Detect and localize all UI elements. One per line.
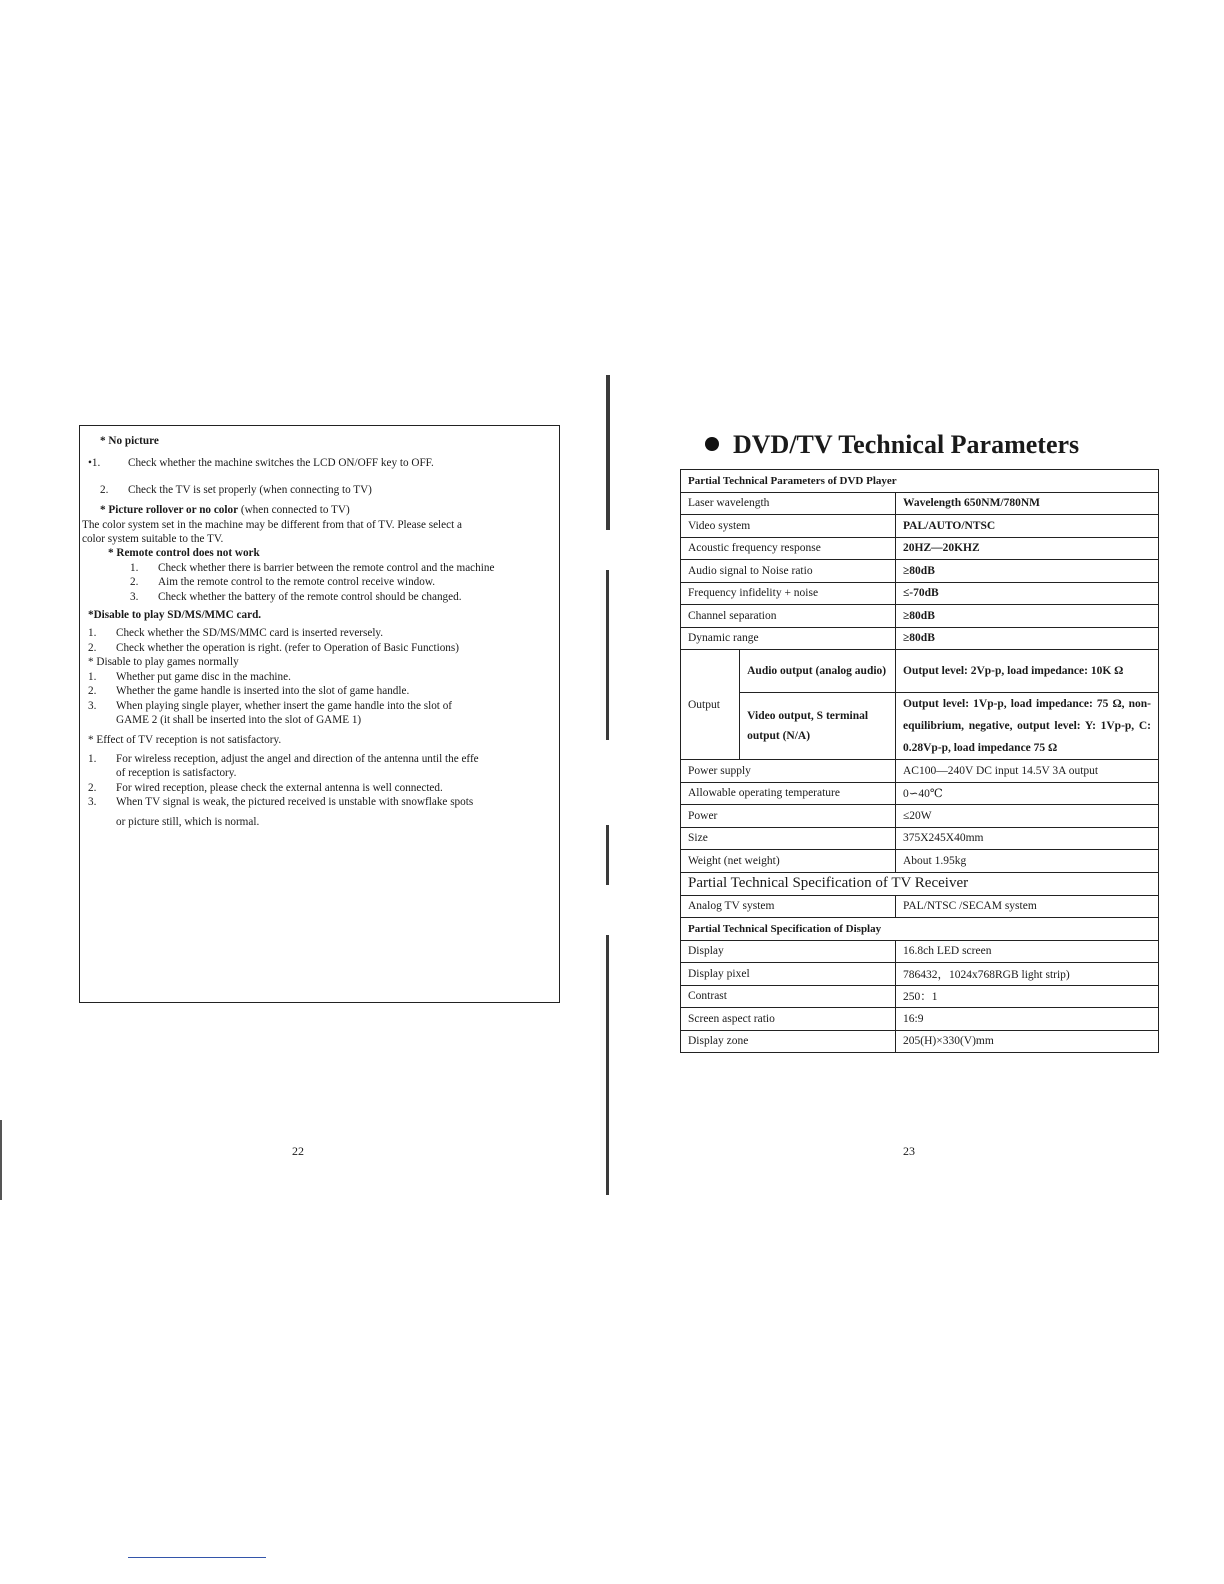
footnote-rule — [128, 1557, 266, 1558]
list-item: 1. Check whether the SD/MS/MMC card is inserted reversely. — [88, 627, 384, 640]
list-item: 2. Whether the game handle is inserted into the slot of game handle. — [88, 685, 410, 698]
spine-shadow-mid — [606, 570, 609, 740]
table-row — [681, 693, 1159, 760]
table-row: Frequency infidelity + noise ≤-70dB — [681, 582, 1159, 605]
table-row: Display pixel 786432，1024x768RGB light strip) — [681, 963, 1159, 986]
list-item: 2. Check the TV is set properly (when connecting to TV) — [100, 483, 372, 496]
table-row: Power ≤20W — [681, 805, 1159, 828]
table-row: Allowable operating temperature 0∽40℃ — [681, 782, 1159, 805]
page-number-right: 23 — [903, 1144, 915, 1158]
table-row: Display zone 205(H)×330(V)mm — [681, 1030, 1159, 1053]
audio-output-value: Output level: 2Vp-p, load impedance: 10K Ω — [896, 650, 1159, 693]
card-heading: *Disable to play SD/MS/MMC card. — [88, 609, 262, 622]
games-heading: * Disable to play games normally — [88, 656, 239, 669]
video-output-label: Video output, S terminal output (N/A) — [740, 693, 896, 760]
table-row: Video system PAL/AUTO/NTSC — [681, 515, 1159, 538]
page-number-left: 22 — [292, 1144, 304, 1158]
spine-shadow-lower — [606, 825, 609, 885]
table-row: Dynamic range ≥80dB — [681, 627, 1159, 650]
list-item: GAME 2 (it shall be inserted into the slot of GAME 1) — [116, 713, 362, 726]
list-item: 2. Aim the remote control to the remote control receive window. — [130, 576, 436, 589]
list-item: •1. Check whether the machine switches the LCD ON/OFF key to OFF. — [88, 457, 434, 470]
table-row: Contrast 250：1 — [681, 985, 1159, 1008]
rollover-paragraph-line-2: color system suitable to the TV. — [82, 533, 224, 546]
list-item: 3. When playing single player, whether insert the game handle into the slot of — [88, 699, 453, 712]
table-row: Power supply AC100—240V DC input 14.5V 3A output — [681, 760, 1159, 783]
list-item: or picture still, which is normal. — [116, 816, 260, 829]
bullet-icon — [705, 437, 719, 451]
list-item: 1. For wireless reception, adjust the angel and direction of the antenna until the effe — [88, 752, 479, 765]
page-edge-left — [0, 1120, 2, 1200]
table-row: Laser wavelength Wavelength 650NM/780NM — [681, 492, 1159, 515]
audio-output-label: Audio output (analog audio) — [740, 650, 896, 693]
no-picture-heading: * No picture — [100, 435, 159, 447]
table-row: Weight (net weight) About 1.95kg — [681, 850, 1159, 873]
table-row: Display 16.8ch LED screen — [681, 940, 1159, 963]
display-section-heading: Partial Technical Specification of Display — [681, 918, 1159, 941]
table-row: Size 375X245X40mm — [681, 827, 1159, 850]
list-item: 3. When TV signal is weak, the pictured received is unstable with snowflake spots — [88, 795, 474, 808]
tv-section-heading: Partial Technical Specification of TV Receiver — [681, 872, 1159, 895]
rollover-paragraph-line-1: The color system set in the machine may be different from that of TV. Please select a — [82, 518, 462, 531]
list-item: 1. Whether put game disc in the machine. — [88, 670, 291, 683]
list-item: 3. Check whether the battery of the remote control should be changed. — [130, 590, 462, 603]
list-item: 2. Check whether the operation is right. (refer to Operation of Basic Functions) — [88, 641, 459, 654]
remote-heading: * Remote control does not work — [108, 547, 260, 560]
list-item: 2. For wired reception, please check the external antenna is well connected. — [88, 781, 443, 794]
table-row: Audio signal to Noise ratio ≥80dB — [681, 560, 1159, 583]
table-row — [681, 872, 1159, 895]
output-label: Output — [681, 650, 740, 760]
rollover-heading: * Picture rollover or no color (when connected to TV) — [100, 504, 350, 517]
table-row — [681, 918, 1159, 941]
table-row: Screen aspect ratio 16:9 — [681, 1008, 1159, 1031]
table-row — [681, 470, 1159, 493]
table-row — [681, 650, 1159, 693]
dvd-section-heading: Partial Technical Parameters of DVD Player — [681, 470, 1159, 493]
list-item: of reception is satisfactory. — [116, 767, 237, 780]
tv-reception-heading: * Effect of TV reception is not satisfactory. — [88, 734, 282, 747]
spec-table — [680, 469, 1159, 1053]
troubleshooting-box — [79, 425, 560, 1003]
page-title: DVD/TV Technical Parameters — [705, 430, 1079, 460]
table-row: Acoustic frequency response 20HZ—20KHZ — [681, 537, 1159, 560]
list-item: 1. Check whether there is barrier between the remote control and the machine — [130, 561, 495, 574]
spine-shadow-top — [606, 375, 610, 530]
spine-shadow-bottom — [606, 935, 609, 1195]
table-row: Channel separation ≥80dB — [681, 605, 1159, 628]
table-row: Analog TV system PAL/NTSC /SECAM system — [681, 895, 1159, 918]
video-output-value: Output level: 1Vp-p, load impedance: 75 Ω, non-equilibrium, negative, output level: Y: 1Vp-p, C: 0.28Vp-p, load impedance 75 Ω — [896, 693, 1159, 760]
